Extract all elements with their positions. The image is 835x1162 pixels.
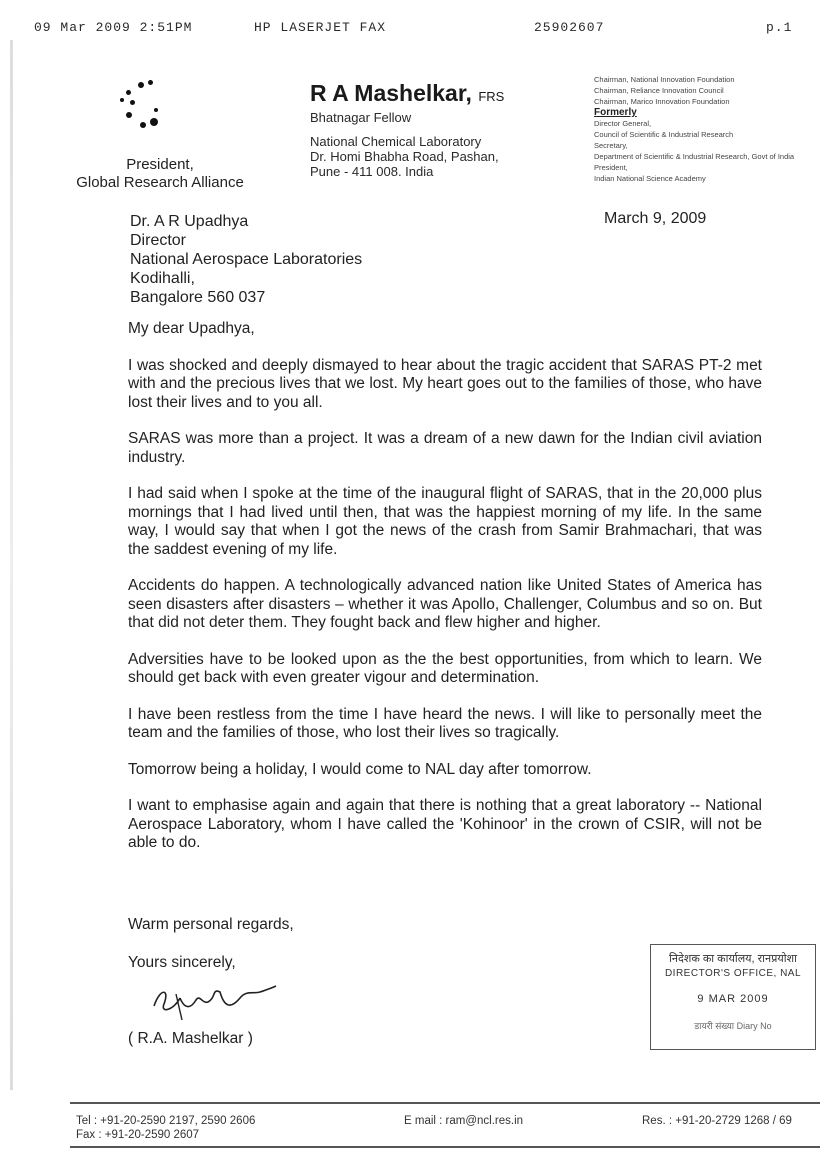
letter-date: March 9, 2009 <box>604 210 707 227</box>
body-paragraph: I want to emphasise again and again that there is nothing that a great laboratory -- National Aerospace Laboratory, whom I have called the 'Kohinoor' in the crown of CSIR, will not be able to do. <box>128 797 762 851</box>
fax-datetime: 09 Mar 2009 2:51PM <box>34 20 193 35</box>
footer-email: E mail : ram@ncl.res.in <box>404 1115 524 1127</box>
footer-divider <box>70 1146 820 1148</box>
letterhead-address-line: Dr. Homi Bhabha Road, Pashan, <box>310 149 499 164</box>
received-stamp <box>650 944 816 1050</box>
body-paragraph: SARAS was more than a project. It was a dream of a new dawn for the Indian civil aviation industry. <box>128 430 762 466</box>
recipient-line: Kodihalli, <box>130 270 195 287</box>
stamp-date: 9 MAR 2009 <box>697 993 769 1005</box>
letterhead-address-line: Pune - 411 008. India <box>310 164 434 179</box>
salutation: My dear Upadhya, <box>128 320 255 337</box>
footer-residence: Res. : +91-20-2729 1268 / 69 <box>642 1115 792 1127</box>
positions-list <box>594 74 824 184</box>
letterhead-address-line: National Chemical Laboratory <box>310 134 482 149</box>
body-paragraph: I have been restless from the time I have heard the news. I will like to personally meet the team and the families of those, who lost their lives so tragically. <box>128 705 762 741</box>
recipient-line: National Aerospace Laboratories <box>130 251 363 268</box>
footer-fax: Fax : +91-20-2590 2607 <box>76 1129 200 1141</box>
stamp-office: DIRECTOR'S OFFICE, NAL <box>664 968 802 979</box>
recipient-address <box>130 212 362 307</box>
recipient-line: Bangalore 560 037 <box>130 289 266 306</box>
position-item: Council of Scientific & Industrial Research <box>594 130 734 139</box>
position-item: Indian National Science Academy <box>594 174 706 183</box>
body-paragraph: I had said when I spoke at the time of the inaugural flight of SARAS, that in the 20,000 plus mornings that I had lived until then, that was the happiest morning of my life. In the same way, I would say that when I got the news of the crash from Samir Brahmachari, that was the saddest evening of my life. <box>128 485 762 558</box>
stamp-hindi: निदेशक का कार्यालय, रानप्रयोशा <box>669 953 797 965</box>
recipient-line: Dr. A R Upadhya <box>130 213 249 230</box>
footer-divider <box>70 1102 820 1104</box>
handwritten-signature <box>150 984 278 1024</box>
formerly-label: Formerly <box>594 107 637 118</box>
position-item: Department of Scientific & Industrial Research, Govt of India <box>594 152 795 161</box>
letterhead-name: R A Mashelkar, FRS <box>310 80 505 106</box>
alliance-organization: Global Research Alliance <box>76 174 244 191</box>
recipient-line: Director <box>130 232 187 249</box>
position-item: Chairman, National Innovation Foundation <box>594 75 735 84</box>
stamp-diary: डायरी संख्या Diary No <box>694 1021 772 1031</box>
body-paragraph: I was shocked and deeply dismayed to hear about the tragic accident that SARAS PT-2 met with and the precious lives that we lost. My heart goes out to the families of those, who have lost their lives and to you all. <box>128 356 762 411</box>
position-item: Secretary, <box>594 141 628 150</box>
signatory-name: ( R.A. Mashelkar ) <box>128 1030 253 1047</box>
alliance-logo-icon <box>118 78 168 134</box>
body-paragraph: Tomorrow being a holiday, I would come to NAL day after tomorrow. <box>128 760 592 778</box>
fax-page: p.1 <box>766 20 793 35</box>
closing-signoff: Yours sincerely, <box>128 954 236 971</box>
letterhead-suffix: FRS <box>478 89 505 104</box>
closing-regards: Warm personal regards, <box>128 916 294 933</box>
position-item: Chairman, Marico Innovation Foundation <box>594 97 730 106</box>
position-item: President, <box>594 163 628 172</box>
position-item: Chairman, Reliance Innovation Council <box>594 86 724 95</box>
letter-body <box>128 320 762 871</box>
position-item: Director General, <box>594 119 652 128</box>
scan-edge <box>10 40 13 1090</box>
body-paragraph: Adversities have to be looked upon as the the best opportunities, from which to learn. We should get back with even greater vigour and determination. <box>128 650 762 686</box>
fax-device: HP LASERJET FAX <box>254 20 387 35</box>
fax-number: 25902607 <box>534 20 605 35</box>
alliance-title: President, <box>126 156 194 173</box>
letterhead-fellowship: Bhatnagar Fellow <box>310 110 412 125</box>
footer-tel: Tel : +91-20-2590 2197, 2590 2606 <box>76 1115 256 1127</box>
body-paragraph: Accidents do happen. A technologically advanced nation like United States of America has seen disasters after disasters – whether it was Apollo, Challenger, Columbus and so on. But that did not deter them. They fought back and flew higher and higher. <box>128 577 762 631</box>
